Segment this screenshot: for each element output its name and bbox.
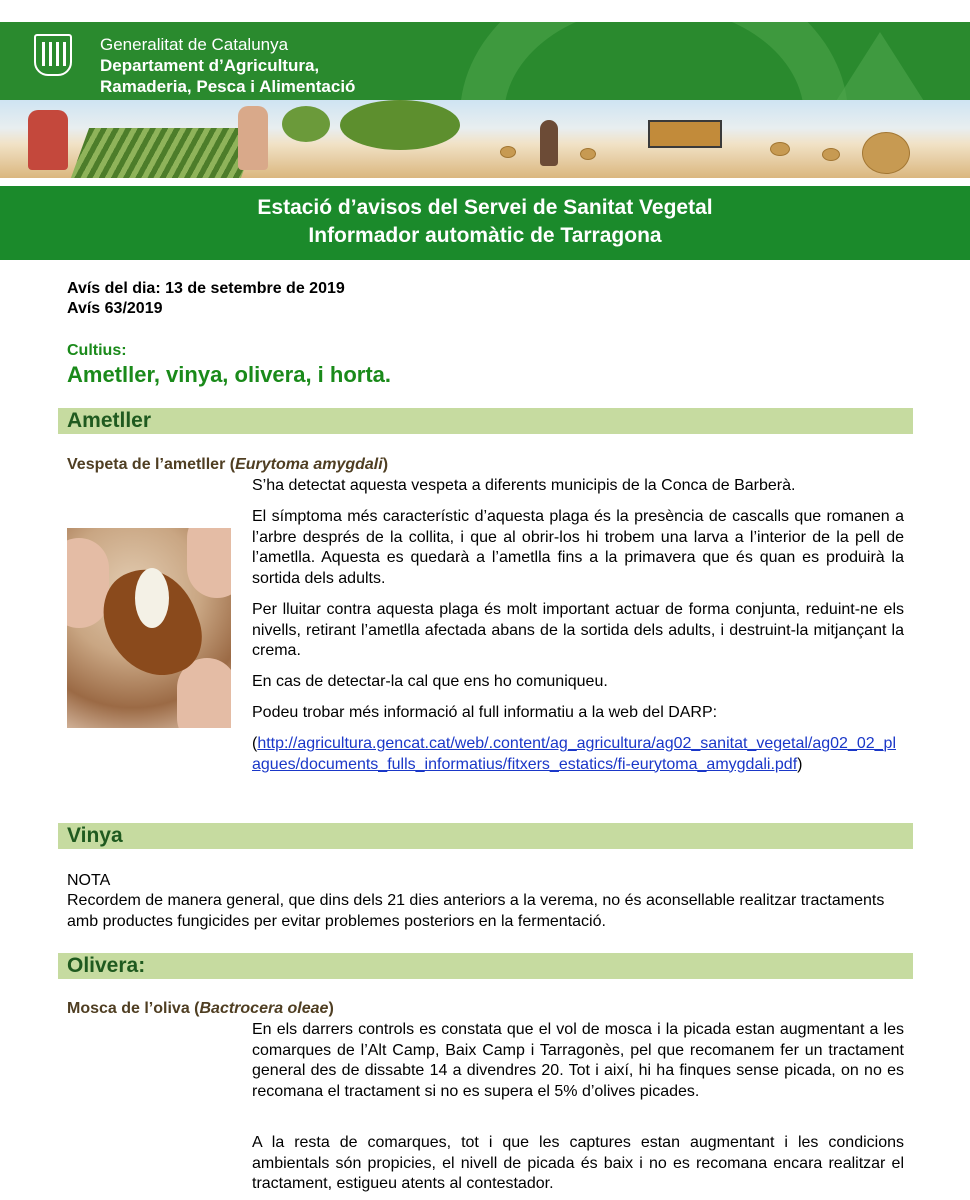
banner-title: Estació d’avisos del Servei de Sanitat Vegetal [257, 196, 713, 219]
olivera-paragraph-2: A la resta de comarques, tot i que les captures estan augmentant i les condicions ambientals són propicies, el nivell de picada és baix i no es recomana encara realitzar el tractament, estigueu atents al contestador. [252, 1134, 904, 1192]
ametller-paragraph-2: El símptoma més característic d’aquesta plaga és la presència de cascalls que romanen a l’arbre després de la collita, i que al obrir-los hi trobem una larva a l’interior de la pell de l’ametlla. Aquesta es quedarà a l’ametlla fins a la primavera que és quan es produirà la sortida dels adults. [252, 508, 904, 587]
pest-name: Vespeta de l’ametller ( [67, 456, 236, 473]
pest-name-close: ) [328, 1000, 334, 1017]
section-title: Ametller [67, 409, 152, 432]
pest-title-olivera [67, 1000, 334, 1018]
org-line-2: Departament d’Agricultura, [100, 56, 320, 75]
ametller-paragraph-3: Per lluitar contra aquesta plaga és molt important actuar de forma conjunta, reduint-ne els nivells, retirant l’ametlla afectada abans de la sortida dels adults, i destruint-la mitjançant la crema. [252, 601, 904, 659]
cultius-list: Ametller, vinya, olivera, i horta. [67, 362, 392, 387]
vinya-note: Recordem de manera general, que dins dels 21 dies anteriors a la verema, no és aconsellable realitzar tractaments amb productes fungicides per evitar problemes posteriors en la fermentació. [67, 892, 885, 930]
pest-name-close: ) [382, 456, 389, 473]
ametller-paragraph-4: En cas de detectar-la cal que ens ho comuniqueu. [252, 673, 608, 690]
notice-date: Avís del dia: 13 de setembre de 2019 [67, 280, 345, 297]
olivera-paragraph-1: En els darrers controls es constata que el vol de mosca i la picada estan augmentant a les comarques de l’Alt Camp, Baix Camp i Tarragonès, pel que recomanem fer un tractament general des de dissabte 14 a divendres 20. Tot i així, hi ha finques sense picada, on no es recomana el tractament si no es supera el 5% d’olives picades. [252, 1021, 904, 1100]
header-photo [0, 100, 970, 180]
generalitat-logo-icon [34, 34, 72, 76]
section-header-ametller [58, 408, 913, 434]
section-header-olivera [58, 953, 913, 979]
title-banner [0, 186, 970, 260]
org-line-1: Generalitat de Catalunya [100, 35, 289, 54]
section-header-vinya [58, 823, 913, 849]
pest-title-ametller [67, 456, 388, 474]
darp-info-link[interactable]: http://agricultura.gencat.cat/web/.content/ag_agricultura/ag02_sanitat_vegetal/ag02_02_plagues/documents_fulls_informatius/fitxers_estatics/fi-eurytoma_amygdali.pdf [252, 735, 896, 773]
almond-larva-photo [67, 528, 231, 728]
ametller-link-paragraph [252, 734, 904, 775]
vinya-note-label: NOTA [67, 872, 111, 889]
organization-name [100, 34, 355, 97]
notice-number: Avís 63/2019 [67, 300, 163, 317]
header-decoration [460, 22, 848, 100]
ametller-paragraph-1: S’ha detectat aquesta vespeta a diferents municipis de la Conca de Barberà. [252, 477, 796, 494]
header-decoration [810, 32, 950, 100]
pest-latin-name: Bactrocera oleae [199, 1000, 329, 1017]
pest-name: Mosca de l’oliva ( [67, 1000, 200, 1017]
cultius-label: Cultius: [67, 342, 127, 359]
section-title: Vinya [67, 824, 123, 847]
link-open-paren: ( [252, 735, 258, 752]
pest-latin-name: Eurytoma amygdali [235, 456, 383, 473]
link-close-paren: ) [797, 755, 803, 773]
section-title: Olivera: [67, 954, 146, 977]
banner-subtitle: Informador automàtic de Tarragona [308, 224, 662, 247]
org-line-3: Ramaderia, Pesca i Alimentació [100, 77, 356, 96]
ametller-paragraph-5: Podeu trobar més informació al full informatiu a la web del DARP: [252, 704, 718, 721]
